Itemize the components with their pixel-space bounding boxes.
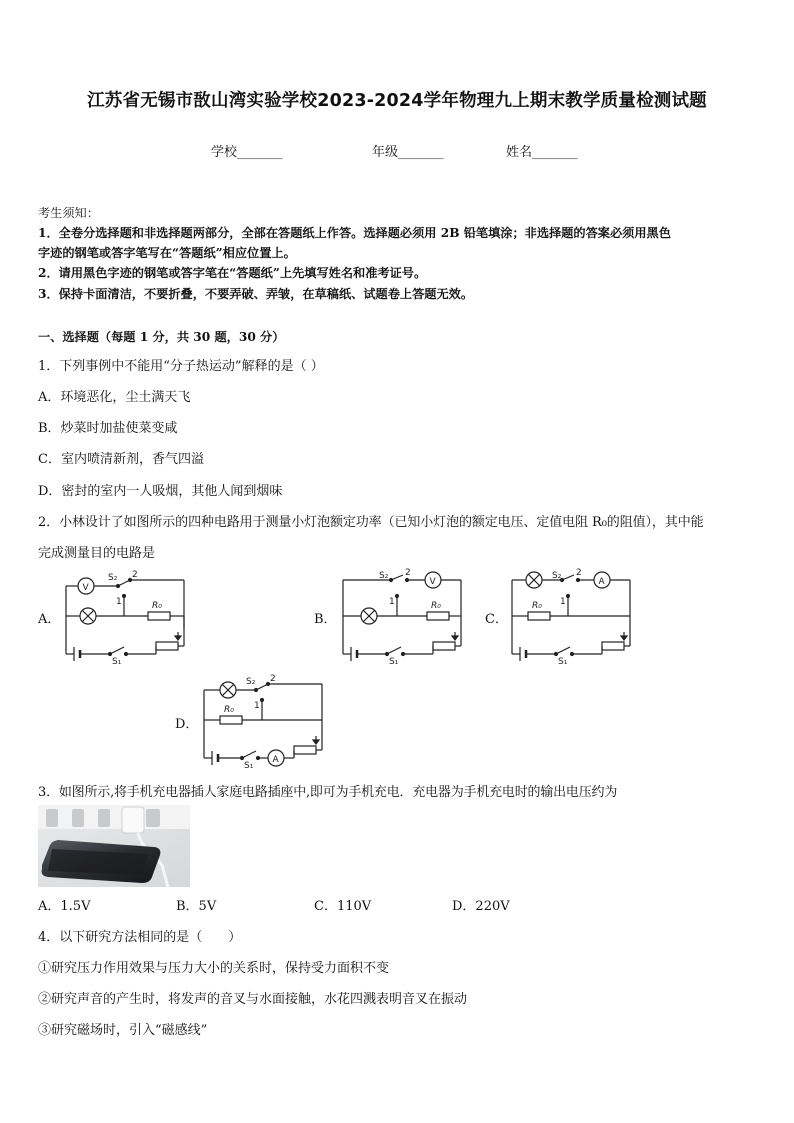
contact-1-label: 1	[560, 597, 566, 607]
notice-item-1b: 字迹的钢笔或答字笔写在“答题纸”相应位置上。	[38, 246, 296, 260]
q3-stem: 3．如图所示,将手机充电器插人家庭电路插座中,即可为手机充电．充电器为手机充电时的输出电压约为	[38, 785, 618, 800]
q1-option-c: C．室内喷清新剂，香气四溢	[38, 452, 204, 467]
q4-stem: 4．以下研究方法相同的是（ ）	[38, 930, 242, 945]
circuit-diagram-a	[60, 568, 190, 664]
q2-label-a: A．	[38, 612, 61, 627]
s2-label: S₂	[108, 573, 118, 583]
section-heading: 一、选择题（每题 1 分，共 30 题，30 分）	[38, 330, 285, 344]
q4-item-2: ②研究声音的产生时，将发声的音叉与水面接触，水花四溅表明音叉在振动	[38, 992, 468, 1007]
contact-1-label: 1	[116, 597, 122, 607]
s1-label: S₁	[558, 657, 568, 664]
q1-option-b: B．炒菜时加盐使菜变咸	[38, 421, 178, 436]
r0-label: R₀	[152, 601, 162, 611]
q3-option-a: A．1.5V	[38, 899, 91, 914]
notice-item-2: 2．请用黑色字迹的钢笔或答字笔在“答题纸”上先填写姓名和准考证号。	[38, 266, 427, 280]
q2-label-c: C．	[485, 612, 508, 627]
q3-option-b: B．5V	[176, 899, 217, 914]
page-title: 江苏省无锡市敔山湾实验学校2023-2024学年物理九上期末教学质量检测试题	[87, 91, 707, 111]
q1-option-a: A．环境恶化，尘土满天飞	[38, 390, 191, 405]
q2-stem-line1: 2．小林设计了如图所示的四种电路用于测量小灯泡额定功率（已知小灯泡的额定电压、定值电阻 R₀的阻值），其中能	[38, 515, 704, 530]
ammeter-label: A	[598, 577, 605, 587]
contact-2-label: 2	[132, 570, 138, 580]
circuit-diagram-d	[198, 672, 328, 768]
contact-2-label: 2	[405, 568, 411, 578]
q4-item-3: ③研究磁场时，引入“磁感线”	[38, 1023, 208, 1038]
q4-item-1: ①研究压力作用效果与压力大小的关系时，保持受力面积不变	[38, 961, 390, 976]
r0-label: R₀	[532, 601, 542, 611]
q2-label-b: B．	[314, 612, 337, 627]
s2-label: S₂	[246, 677, 256, 687]
q1-option-d: D．密封的室内一人吸烟，其他人闻到烟味	[38, 484, 283, 499]
s2-label: S₂	[552, 571, 562, 581]
q3-option-c: C．110V	[314, 899, 372, 914]
q1-stem: 1．下列事例中不能用“分子热运动”解释的是（ ）	[38, 359, 324, 374]
voltmeter-label: V	[429, 577, 436, 587]
s2-label: S₂	[379, 571, 389, 581]
notice-item-3: 3．保持卡面清洁，不要折叠，不要弄破、弄皱，在草稿纸、试题卷上答题无效。	[38, 287, 474, 301]
grade-field-label: 年级_______	[372, 145, 444, 160]
phone-charger-photo	[38, 805, 190, 887]
notice-item-1a: 1．全卷分选择题和非选择题两部分，全部在答题纸上作答。选择题必须用 2B 铅笔填涂；非选择题的答案必须用黑色	[38, 226, 671, 240]
q2-stem-line2: 完成测量目的电路是	[38, 546, 156, 561]
contact-2-label: 2	[576, 568, 582, 578]
name-field-label: 姓名_______	[506, 145, 578, 160]
circuit-diagram-c	[506, 568, 636, 664]
ammeter-label: A	[272, 755, 279, 765]
s1-label: S₁	[244, 761, 254, 768]
contact-1-label: 1	[389, 597, 395, 607]
q3-option-d: D．220V	[452, 899, 510, 914]
contact-2-label: 2	[270, 674, 276, 684]
q2-label-d: D．	[175, 717, 199, 732]
r0-label: R₀	[224, 705, 234, 715]
s1-label: S₁	[112, 657, 122, 664]
circuit-diagram-b	[337, 568, 467, 664]
school-field-label: 学校_______	[211, 145, 283, 160]
notice-heading: 考生须知：	[38, 206, 99, 220]
contact-1-label: 1	[254, 701, 260, 711]
s1-label: S₁	[389, 657, 399, 664]
voltmeter-label: V	[82, 583, 89, 593]
r0-label: R₀	[431, 601, 441, 611]
